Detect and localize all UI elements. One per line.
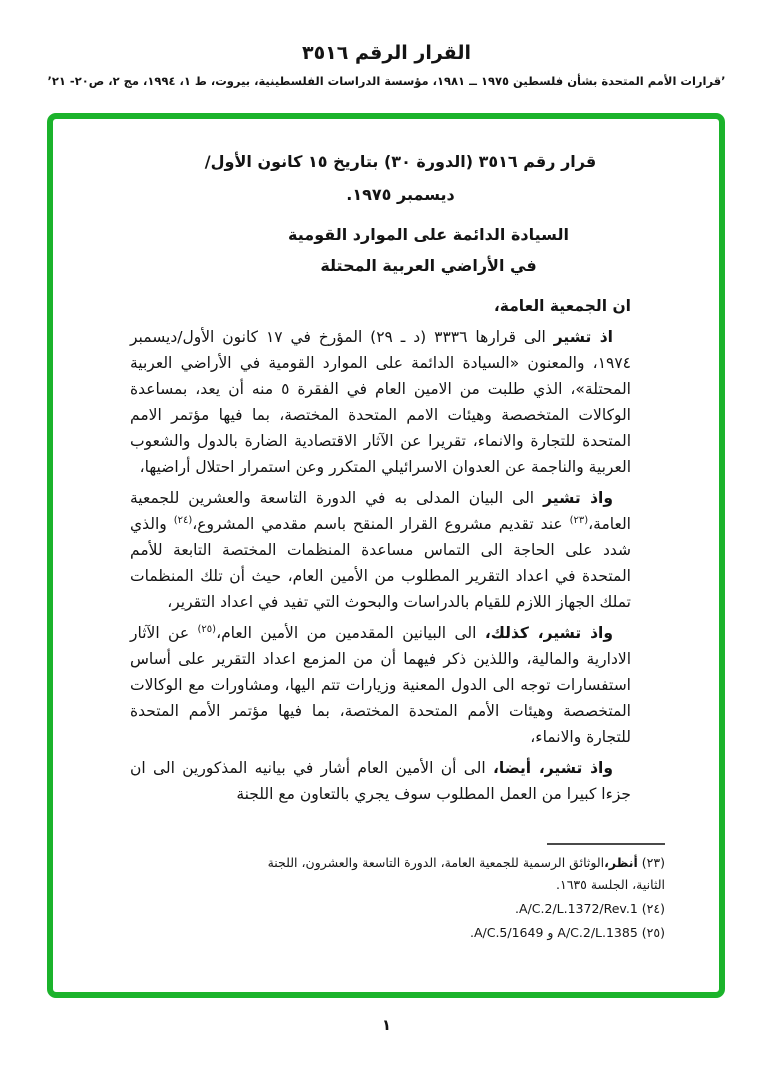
footnote-marker: (٢٤) xyxy=(641,901,665,916)
page-header xyxy=(0,42,773,88)
paragraph-recalling-statement xyxy=(130,485,631,615)
paragraph-text: الى قرارها ٣٣٣٦ (د ـ ٢٩) المؤرخ في ١٧ كانون الأول/ديسمبر ١٩٧٤، والمعنون «السيادة الدائمة على الموارد القومية في الأراضي العربية المحتلة»، الذي طلبت من الامين العام في الفقرة ٥ منه أن يعد، بمساعدة الوكالات المتخصصة وهيئات الامم المتحدة المختصة، بما فيها مؤتمر الامم المتحدة للتجارة والانماء، تقريرا عن الآثار الاقتصادية الضارة بالدول والشعوب العربية والناجمة عن العدوان الاسرائيلي المتكرر وعن استمرار احتلال أراضيها، xyxy=(130,328,631,476)
footnote-ref-25: (٢٥) xyxy=(197,623,217,635)
paragraph-lead: واذ تشير، أيضا، xyxy=(492,759,613,777)
footnote-ref-23: (٢٣) xyxy=(569,514,589,526)
resolution-frame xyxy=(47,113,725,998)
footnote-marker: (٢٥) xyxy=(641,925,665,940)
footnote-separator xyxy=(547,843,665,845)
resolution-heading: قرار رقم ٣٥١٦ (الدورة ٣٠) بتاريخ ١٥ كانون الأول/ديسمبر ١٩٧٥. xyxy=(204,152,597,204)
paragraph-lead: واذ تشير، كذلك، xyxy=(484,624,613,642)
footnote-text: A/C.2/L.1385 و A/C.5/1649. xyxy=(469,925,638,940)
footnote-24 xyxy=(245,898,665,920)
footnote-25 xyxy=(245,922,665,944)
footnotes-block xyxy=(245,843,665,946)
paragraph-text: الى البيان المدلى به في الدورة التاسعة والعشرين للجمعية العامة، xyxy=(130,489,631,533)
footnote-23 xyxy=(245,852,665,896)
paragraph-text: الى البيانين المقدمين من الأمين العام، xyxy=(216,624,485,642)
paragraph-lead: اذ تشير xyxy=(553,328,613,346)
document-title-line2: في الأراضي العربية المحتلة xyxy=(320,256,537,275)
paragraph-text: الى أن الأمين العام أشار في بيانيه المذكورين الى ان جزءا كبيرا من العمل المطلوب سوف يجري بالتعاون مع اللجنة xyxy=(130,759,631,803)
paragraph-lead: واذ تشير xyxy=(543,489,613,507)
salutation: ان الجمعية العامة، xyxy=(493,297,631,315)
resolution-body xyxy=(53,119,719,992)
source-citation: ’قرارات الأمم المتحدة بشأن فلسطين ١٩٧٥ ــ ١٩٨١، مؤسسة الدراسات الفلسطينية، بيروت، ط ١، ١٩٩٤، مج ٢، ص٢٠- ٢١’ xyxy=(47,74,726,88)
paragraph-text: عن الآثار الادارية والمالية، واللذين ذكر فيهما أن من المزمع اعداد التقرير على أساس استفسارات توجه الى الدول المعنية وزيارات تتم اليها، ومشاورات مع الوكالات المتخصصة وهيئات الأمم المتحدة المختصة، بما فيها مؤتمر الأمم المتحدة للتجارة والانماء، xyxy=(130,624,631,746)
document-title xyxy=(178,219,679,281)
footnote-text: الوثائق الرسمية للجمعية العامة، الدورة التاسعة والعشرون، اللجنة الثانية، الجلسة ١٦٣٥. xyxy=(267,855,665,892)
footnote-ref-24: (٢٤) xyxy=(173,514,193,526)
paragraph-text: عند تقديم مشروع القرار المنقح باسم مقدمي المشروع، xyxy=(192,515,570,533)
footnote-lead: أنظر، xyxy=(604,855,638,870)
paragraph-recalling-statements-sg xyxy=(130,620,631,750)
footnote-marker: (٢٣) xyxy=(641,855,665,870)
paragraph-recalling-also xyxy=(130,755,631,807)
document-title-line1: السيادة الدائمة على الموارد القومية xyxy=(288,225,569,244)
paragraph-text: والذي شدد على الحاجة الى التماس مساعدة المنظمات المختصة التابعة للأمم المتحدة في اعداد التقرير المطلوب من الأمين العام، حيث أن تلك المنظمات تملك الجهاز اللازم للقيام بالدراسات والبحوث التي تفيد في اعداد التقرير، xyxy=(130,515,631,611)
page-number: ١ xyxy=(381,1016,392,1034)
paragraph-recalling-3336 xyxy=(130,324,631,480)
resolution-number-title: القرار الرقم ٣٥١٦ xyxy=(301,42,472,64)
footnote-text: A/C.2/L.1372/Rev.1. xyxy=(515,901,638,916)
